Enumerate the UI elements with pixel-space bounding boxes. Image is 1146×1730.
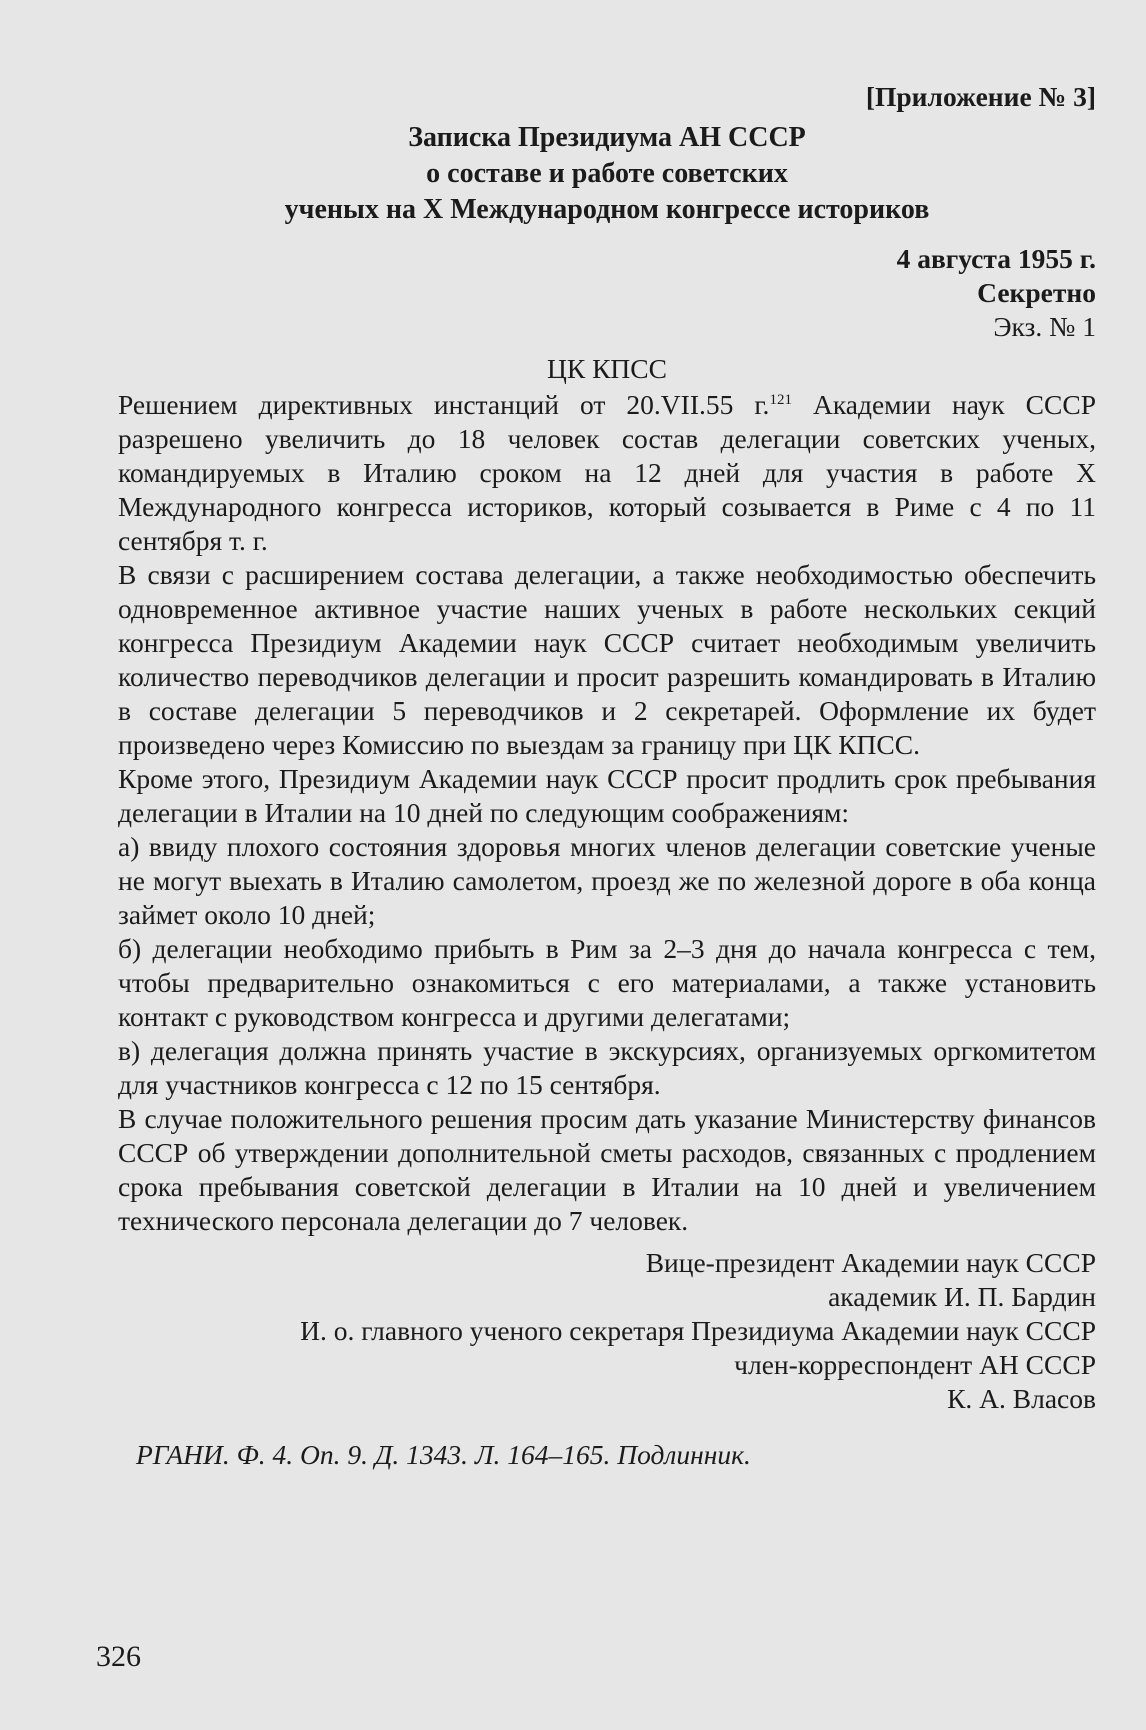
signature-block	[118, 1246, 1096, 1416]
body-paragraph-request: В случае положительного решения просим дать указание Министерству финансов СССР об утверждении дополнительной сметы расходов, связанных с продлением срока пребывания советской делегации в Италии на 10 дней и увеличением технического персонала делегации до 7 человек.	[118, 1103, 1096, 1236]
signer-1-title: Вице-президент Академии наук СССР	[645, 1247, 1096, 1278]
signer-2-rank: член-корреспондент АН СССР	[734, 1349, 1096, 1380]
body-paragraph-item-c: в) делегация должна принять участие в экскурсиях, организуемых оргкомитетом для участников конгресса с 12 по 15 сентября.	[118, 1035, 1096, 1100]
body-paragraph-3: Кроме этого, Президиум Академии наук СССР просит продлить срок пребывания делегации в Италии на 10 дней по следующим соображениям:	[118, 763, 1096, 828]
classification-mark: Секретно	[977, 277, 1096, 308]
signer-2-name: К. А. Власов	[947, 1383, 1096, 1414]
title-line-2: о составе и работе советских	[426, 158, 788, 189]
document-date: 4 августа 1955 г.	[896, 243, 1096, 274]
paragraph-1-rest: Академии наук СССР разрешено увеличить до 18 человек состав делегации советских ученых, командируемых в Италию сроком на 12 дней для участия в работе X Международного конгресса историков, который созывается в Риме с 4 по 11 сентября т. г.	[118, 389, 1096, 556]
addressee: ЦК КПСС	[547, 353, 667, 384]
archive-source: РГАНИ. Ф. 4. Оп. 9. Д. 1343. Л. 164–165. Подлинник.	[136, 1439, 751, 1470]
title-line-3: ученых на X Международном конгрессе историков	[284, 194, 930, 225]
signer-1-name: академик И. П. Бардин	[828, 1281, 1096, 1312]
document-title	[118, 120, 1096, 228]
document-body	[118, 388, 1096, 1238]
attachment-label: [Приложение № 3]	[865, 81, 1096, 112]
body-paragraph-1	[118, 388, 1096, 558]
copy-number: Экз. № 1	[993, 311, 1096, 342]
body-paragraph-item-a: а) ввиду плохого состояния здоровья многих членов делегации советские ученые не могут выехать в Италию самолетом, проезд же по железной дороге в оба конца займет около 10 дней;	[118, 831, 1096, 930]
body-paragraph-item-b: б) делегации необходимо прибыть в Рим за 2–3 дня до начала конгресса с тем, чтобы предварительно ознакомиться с его материалами, а также установить контакт с руководством конгресса и другими делегатами;	[118, 933, 1096, 1032]
document-content	[118, 80, 1096, 1472]
title-line-1: Записка Президиума АН СССР	[408, 122, 806, 153]
body-paragraph-2: В связи с расширением состава делегации, а также необходимостью обеспечить одновременное активное участие наших ученых в работе нескольких секций конгресса Президиум Академии наук СССР считает необходимым увеличить количество переводчиков делегации и просит разрешить командировать в Италию в составе делегации 5 переводчиков и 2 секретарей. Оформление их будет произведено через Комиссию по выездам за границу при ЦК КПСС.	[118, 559, 1096, 760]
page-number: 326	[96, 1640, 141, 1673]
paragraph-1-lead: Решением директивных инстанций от 20.VII.55 г.	[118, 389, 770, 420]
footnote-ref: 121	[769, 391, 792, 408]
signer-2-title: И. о. главного ученого секретаря Президиума Академии наук СССР	[300, 1315, 1096, 1346]
